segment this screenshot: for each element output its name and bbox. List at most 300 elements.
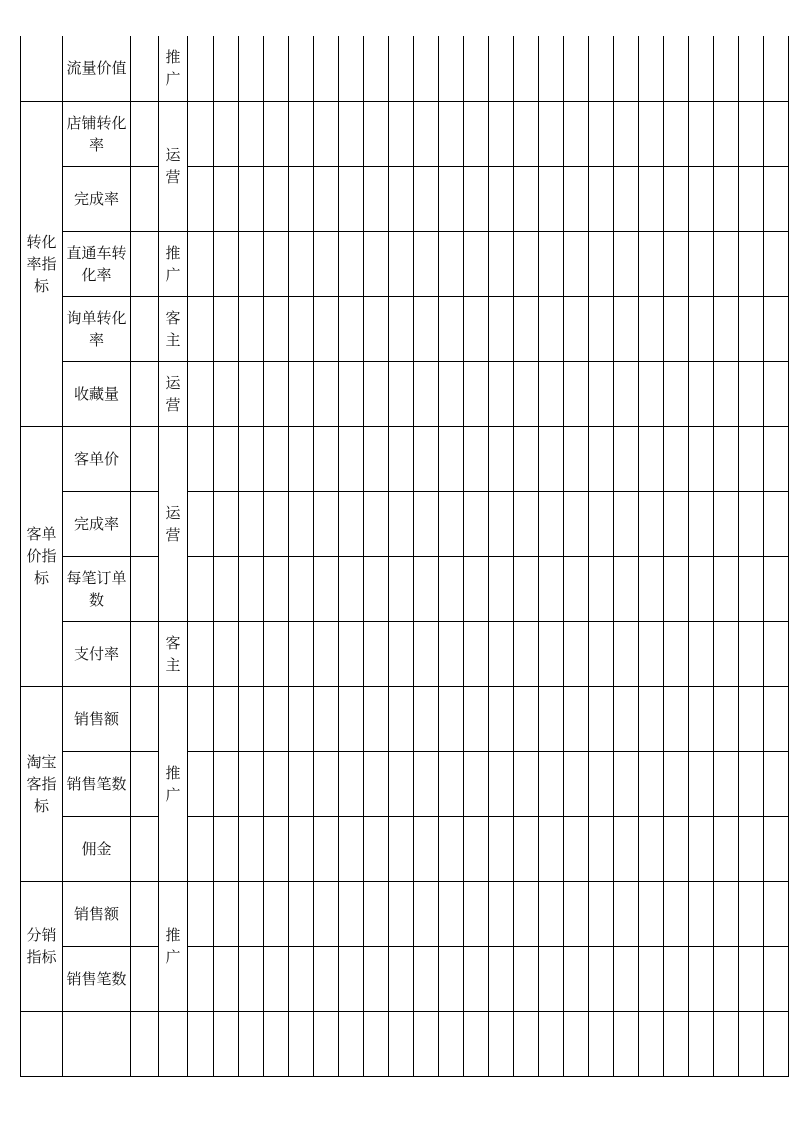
data-cell[interactable]: [489, 426, 514, 491]
data-cell[interactable]: [289, 686, 314, 751]
data-cell[interactable]: [664, 101, 689, 166]
data-cell[interactable]: [739, 881, 764, 946]
data-cell[interactable]: [364, 101, 389, 166]
data-cell[interactable]: [514, 231, 539, 296]
data-cell[interactable]: [739, 166, 764, 231]
data-cell[interactable]: [514, 101, 539, 166]
data-cell[interactable]: [289, 361, 314, 426]
data-cell[interactable]: [639, 751, 664, 816]
data-cell[interactable]: [389, 36, 414, 101]
data-cell[interactable]: [389, 426, 414, 491]
data-cell[interactable]: [464, 1011, 489, 1076]
data-cell[interactable]: [214, 751, 239, 816]
data-cell[interactable]: [364, 686, 389, 751]
data-cell[interactable]: [664, 621, 689, 686]
data-cell[interactable]: [539, 36, 564, 101]
data-cell[interactable]: [389, 621, 414, 686]
data-cell[interactable]: [689, 881, 714, 946]
data-cell[interactable]: [764, 556, 789, 621]
data-cell[interactable]: [639, 296, 664, 361]
data-cell[interactable]: [188, 296, 214, 361]
data-cell[interactable]: [539, 101, 564, 166]
data-cell[interactable]: [389, 296, 414, 361]
data-cell[interactable]: [514, 491, 539, 556]
data-cell[interactable]: [564, 1011, 589, 1076]
data-cell[interactable]: [239, 751, 264, 816]
data-cell[interactable]: [464, 881, 489, 946]
data-cell[interactable]: [364, 296, 389, 361]
data-cell[interactable]: [439, 166, 464, 231]
data-cell[interactable]: [439, 361, 464, 426]
data-cell[interactable]: [564, 816, 589, 881]
data-cell[interactable]: [614, 231, 639, 296]
data-cell[interactable]: [339, 816, 364, 881]
data-cell[interactable]: [414, 166, 439, 231]
data-cell[interactable]: [188, 491, 214, 556]
data-cell[interactable]: [739, 101, 764, 166]
data-cell[interactable]: [289, 36, 314, 101]
data-cell[interactable]: [364, 1011, 389, 1076]
data-cell[interactable]: [364, 166, 389, 231]
data-cell[interactable]: [264, 101, 289, 166]
data-cell[interactable]: [239, 556, 264, 621]
data-cell[interactable]: [264, 751, 289, 816]
data-cell[interactable]: [314, 1011, 339, 1076]
data-cell[interactable]: [564, 556, 589, 621]
data-cell[interactable]: [764, 686, 789, 751]
data-cell[interactable]: [614, 426, 639, 491]
data-cell[interactable]: [239, 881, 264, 946]
data-cell[interactable]: [188, 166, 214, 231]
data-cell[interactable]: [314, 491, 339, 556]
data-cell[interactable]: [439, 816, 464, 881]
data-cell[interactable]: [614, 361, 639, 426]
data-cell[interactable]: [639, 816, 664, 881]
data-cell[interactable]: [714, 816, 739, 881]
data-cell[interactable]: [514, 296, 539, 361]
data-cell[interactable]: [364, 426, 389, 491]
data-cell[interactable]: [689, 166, 714, 231]
data-cell[interactable]: [689, 361, 714, 426]
data-cell[interactable]: [414, 1011, 439, 1076]
data-cell[interactable]: [439, 1011, 464, 1076]
data-cell[interactable]: [589, 426, 614, 491]
data-cell[interactable]: [539, 881, 564, 946]
data-cell[interactable]: [214, 101, 239, 166]
data-cell[interactable]: [264, 881, 289, 946]
data-cell[interactable]: [664, 1011, 689, 1076]
data-cell[interactable]: [464, 686, 489, 751]
data-cell[interactable]: [564, 166, 589, 231]
data-cell[interactable]: [514, 686, 539, 751]
data-cell[interactable]: [464, 36, 489, 101]
data-cell[interactable]: [314, 231, 339, 296]
data-cell[interactable]: [489, 946, 514, 1011]
data-cell[interactable]: [214, 36, 239, 101]
data-cell[interactable]: [314, 361, 339, 426]
data-cell[interactable]: [539, 361, 564, 426]
data-cell[interactable]: [739, 621, 764, 686]
data-cell[interactable]: [214, 881, 239, 946]
data-cell[interactable]: [664, 36, 689, 101]
data-cell[interactable]: [589, 556, 614, 621]
data-cell[interactable]: [589, 816, 614, 881]
data-cell[interactable]: [314, 686, 339, 751]
data-cell[interactable]: [414, 556, 439, 621]
data-cell[interactable]: [439, 751, 464, 816]
data-cell[interactable]: [264, 686, 289, 751]
data-cell[interactable]: [264, 816, 289, 881]
data-cell[interactable]: [264, 491, 289, 556]
data-cell[interactable]: [514, 946, 539, 1011]
data-cell[interactable]: [739, 36, 764, 101]
data-cell[interactable]: [639, 946, 664, 1011]
data-cell[interactable]: [464, 296, 489, 361]
data-cell[interactable]: [339, 946, 364, 1011]
data-cell[interactable]: [439, 621, 464, 686]
data-cell[interactable]: [439, 101, 464, 166]
data-cell[interactable]: [764, 751, 789, 816]
data-cell[interactable]: [764, 491, 789, 556]
data-cell[interactable]: [614, 166, 639, 231]
data-cell[interactable]: [188, 1011, 214, 1076]
data-cell[interactable]: [339, 556, 364, 621]
data-cell[interactable]: [264, 166, 289, 231]
data-cell[interactable]: [214, 816, 239, 881]
data-cell[interactable]: [188, 621, 214, 686]
data-cell[interactable]: [514, 556, 539, 621]
data-cell[interactable]: [689, 686, 714, 751]
data-cell[interactable]: [464, 751, 489, 816]
data-cell[interactable]: [614, 491, 639, 556]
data-cell[interactable]: [764, 816, 789, 881]
data-cell[interactable]: [339, 101, 364, 166]
data-cell[interactable]: [739, 231, 764, 296]
data-cell[interactable]: [739, 556, 764, 621]
data-cell[interactable]: [464, 361, 489, 426]
data-cell[interactable]: [539, 816, 564, 881]
data-cell[interactable]: [664, 231, 689, 296]
data-cell[interactable]: [764, 296, 789, 361]
data-cell[interactable]: [239, 426, 264, 491]
data-cell[interactable]: [714, 296, 739, 361]
data-cell[interactable]: [489, 166, 514, 231]
data-cell[interactable]: [714, 101, 739, 166]
data-cell[interactable]: [188, 556, 214, 621]
data-cell[interactable]: [389, 686, 414, 751]
data-cell[interactable]: [589, 166, 614, 231]
data-cell[interactable]: [389, 881, 414, 946]
data-cell[interactable]: [339, 881, 364, 946]
data-cell[interactable]: [214, 556, 239, 621]
data-cell[interactable]: [214, 296, 239, 361]
data-cell[interactable]: [389, 816, 414, 881]
data-cell[interactable]: [589, 621, 614, 686]
data-cell[interactable]: [264, 946, 289, 1011]
data-cell[interactable]: [564, 231, 589, 296]
data-cell[interactable]: [714, 166, 739, 231]
data-cell[interactable]: [589, 101, 614, 166]
data-cell[interactable]: [614, 816, 639, 881]
data-cell[interactable]: [514, 881, 539, 946]
data-cell[interactable]: [739, 1011, 764, 1076]
data-cell[interactable]: [714, 361, 739, 426]
data-cell[interactable]: [214, 946, 239, 1011]
data-cell[interactable]: [414, 491, 439, 556]
data-cell[interactable]: [564, 946, 589, 1011]
data-cell[interactable]: [464, 166, 489, 231]
data-cell[interactable]: [564, 361, 589, 426]
data-cell[interactable]: [664, 296, 689, 361]
data-cell[interactable]: [714, 231, 739, 296]
data-cell[interactable]: [739, 946, 764, 1011]
data-cell[interactable]: [764, 1011, 789, 1076]
data-cell[interactable]: [489, 101, 514, 166]
data-cell[interactable]: [614, 686, 639, 751]
data-cell[interactable]: [289, 491, 314, 556]
data-cell[interactable]: [689, 491, 714, 556]
data-cell[interactable]: [689, 621, 714, 686]
data-cell[interactable]: [264, 621, 289, 686]
data-cell[interactable]: [389, 946, 414, 1011]
data-cell[interactable]: [339, 751, 364, 816]
data-cell[interactable]: [714, 491, 739, 556]
data-cell[interactable]: [739, 491, 764, 556]
data-cell[interactable]: [389, 491, 414, 556]
data-cell[interactable]: [289, 296, 314, 361]
data-cell[interactable]: [464, 426, 489, 491]
data-cell[interactable]: [339, 231, 364, 296]
data-cell[interactable]: [314, 556, 339, 621]
data-cell[interactable]: [739, 361, 764, 426]
data-cell[interactable]: [539, 686, 564, 751]
data-cell[interactable]: [714, 881, 739, 946]
data-cell[interactable]: [639, 231, 664, 296]
data-cell[interactable]: [414, 621, 439, 686]
data-cell[interactable]: [239, 166, 264, 231]
data-cell[interactable]: [614, 296, 639, 361]
data-cell[interactable]: [264, 1011, 289, 1076]
data-cell[interactable]: [289, 751, 314, 816]
data-cell[interactable]: [664, 491, 689, 556]
data-cell[interactable]: [714, 686, 739, 751]
data-cell[interactable]: [339, 296, 364, 361]
data-cell[interactable]: [614, 751, 639, 816]
data-cell[interactable]: [764, 36, 789, 101]
data-cell[interactable]: [589, 946, 614, 1011]
data-cell[interactable]: [664, 556, 689, 621]
data-cell[interactable]: [689, 751, 714, 816]
data-cell[interactable]: [664, 426, 689, 491]
data-cell[interactable]: [664, 946, 689, 1011]
data-cell[interactable]: [614, 946, 639, 1011]
data-cell[interactable]: [564, 491, 589, 556]
data-cell[interactable]: [314, 621, 339, 686]
data-cell[interactable]: [639, 556, 664, 621]
data-cell[interactable]: [439, 231, 464, 296]
data-cell[interactable]: [764, 101, 789, 166]
data-cell[interactable]: [589, 881, 614, 946]
data-cell[interactable]: [414, 881, 439, 946]
data-cell[interactable]: [239, 36, 264, 101]
data-cell[interactable]: [239, 231, 264, 296]
data-cell[interactable]: [289, 556, 314, 621]
data-cell[interactable]: [739, 751, 764, 816]
data-cell[interactable]: [239, 296, 264, 361]
data-cell[interactable]: [764, 231, 789, 296]
data-cell[interactable]: [439, 426, 464, 491]
data-cell[interactable]: [188, 36, 214, 101]
data-cell[interactable]: [389, 751, 414, 816]
data-cell[interactable]: [389, 101, 414, 166]
data-cell[interactable]: [389, 1011, 414, 1076]
data-cell[interactable]: [314, 101, 339, 166]
data-cell[interactable]: [489, 621, 514, 686]
data-cell[interactable]: [314, 881, 339, 946]
data-cell[interactable]: [764, 426, 789, 491]
data-cell[interactable]: [489, 881, 514, 946]
data-cell[interactable]: [714, 946, 739, 1011]
data-cell[interactable]: [188, 426, 214, 491]
data-cell[interactable]: [714, 556, 739, 621]
data-cell[interactable]: [714, 1011, 739, 1076]
data-cell[interactable]: [514, 751, 539, 816]
data-cell[interactable]: [314, 36, 339, 101]
data-cell[interactable]: [539, 231, 564, 296]
data-cell[interactable]: [239, 361, 264, 426]
data-cell[interactable]: [589, 491, 614, 556]
data-cell[interactable]: [639, 426, 664, 491]
data-cell[interactable]: [439, 296, 464, 361]
data-cell[interactable]: [639, 361, 664, 426]
data-cell[interactable]: [764, 946, 789, 1011]
data-cell[interactable]: [489, 361, 514, 426]
data-cell[interactable]: [188, 881, 214, 946]
data-cell[interactable]: [339, 1011, 364, 1076]
data-cell[interactable]: [414, 361, 439, 426]
data-cell[interactable]: [188, 686, 214, 751]
data-cell[interactable]: [664, 686, 689, 751]
data-cell[interactable]: [639, 166, 664, 231]
data-cell[interactable]: [764, 361, 789, 426]
data-cell[interactable]: [414, 816, 439, 881]
data-cell[interactable]: [414, 231, 439, 296]
data-cell[interactable]: [364, 621, 389, 686]
data-cell[interactable]: [289, 816, 314, 881]
data-cell[interactable]: [464, 101, 489, 166]
data-cell[interactable]: [339, 361, 364, 426]
data-cell[interactable]: [489, 686, 514, 751]
data-cell[interactable]: [689, 426, 714, 491]
data-cell[interactable]: [214, 231, 239, 296]
data-cell[interactable]: [564, 101, 589, 166]
data-cell[interactable]: [589, 36, 614, 101]
data-cell[interactable]: [714, 621, 739, 686]
data-cell[interactable]: [539, 166, 564, 231]
data-cell[interactable]: [639, 1011, 664, 1076]
data-cell[interactable]: [514, 1011, 539, 1076]
data-cell[interactable]: [714, 426, 739, 491]
data-cell[interactable]: [364, 816, 389, 881]
data-cell[interactable]: [664, 166, 689, 231]
data-cell[interactable]: [639, 621, 664, 686]
data-cell[interactable]: [239, 816, 264, 881]
data-cell[interactable]: [564, 621, 589, 686]
data-cell[interactable]: [339, 686, 364, 751]
data-cell[interactable]: [689, 556, 714, 621]
data-cell[interactable]: [364, 556, 389, 621]
data-cell[interactable]: [689, 946, 714, 1011]
data-cell[interactable]: [639, 101, 664, 166]
data-cell[interactable]: [339, 491, 364, 556]
data-cell[interactable]: [689, 231, 714, 296]
data-cell[interactable]: [289, 881, 314, 946]
data-cell[interactable]: [314, 751, 339, 816]
data-cell[interactable]: [589, 686, 614, 751]
data-cell[interactable]: [389, 556, 414, 621]
data-cell[interactable]: [489, 751, 514, 816]
data-cell[interactable]: [764, 881, 789, 946]
data-cell[interactable]: [764, 166, 789, 231]
data-cell[interactable]: [464, 946, 489, 1011]
data-cell[interactable]: [489, 491, 514, 556]
data-cell[interactable]: [188, 101, 214, 166]
data-cell[interactable]: [439, 556, 464, 621]
data-cell[interactable]: [264, 361, 289, 426]
data-cell[interactable]: [264, 36, 289, 101]
data-cell[interactable]: [664, 751, 689, 816]
data-cell[interactable]: [639, 36, 664, 101]
data-cell[interactable]: [239, 491, 264, 556]
data-cell[interactable]: [464, 621, 489, 686]
data-cell[interactable]: [614, 556, 639, 621]
data-cell[interactable]: [364, 361, 389, 426]
data-cell[interactable]: [264, 426, 289, 491]
data-cell[interactable]: [389, 231, 414, 296]
data-cell[interactable]: [289, 1011, 314, 1076]
data-cell[interactable]: [188, 361, 214, 426]
data-cell[interactable]: [714, 36, 739, 101]
data-cell[interactable]: [464, 816, 489, 881]
data-cell[interactable]: [489, 816, 514, 881]
data-cell[interactable]: [364, 231, 389, 296]
data-cell[interactable]: [639, 881, 664, 946]
data-cell[interactable]: [539, 426, 564, 491]
data-cell[interactable]: [314, 426, 339, 491]
data-cell[interactable]: [464, 556, 489, 621]
data-cell[interactable]: [414, 36, 439, 101]
data-cell[interactable]: [439, 686, 464, 751]
data-cell[interactable]: [564, 881, 589, 946]
data-cell[interactable]: [339, 621, 364, 686]
data-cell[interactable]: [589, 296, 614, 361]
data-cell[interactable]: [689, 1011, 714, 1076]
data-cell[interactable]: [739, 686, 764, 751]
data-cell[interactable]: [564, 751, 589, 816]
data-cell[interactable]: [464, 491, 489, 556]
data-cell[interactable]: [214, 621, 239, 686]
data-cell[interactable]: [489, 36, 514, 101]
data-cell[interactable]: [289, 231, 314, 296]
data-cell[interactable]: [188, 816, 214, 881]
data-cell[interactable]: [564, 426, 589, 491]
data-cell[interactable]: [314, 296, 339, 361]
data-cell[interactable]: [514, 36, 539, 101]
data-cell[interactable]: [264, 231, 289, 296]
data-cell[interactable]: [539, 491, 564, 556]
data-cell[interactable]: [739, 426, 764, 491]
data-cell[interactable]: [764, 621, 789, 686]
